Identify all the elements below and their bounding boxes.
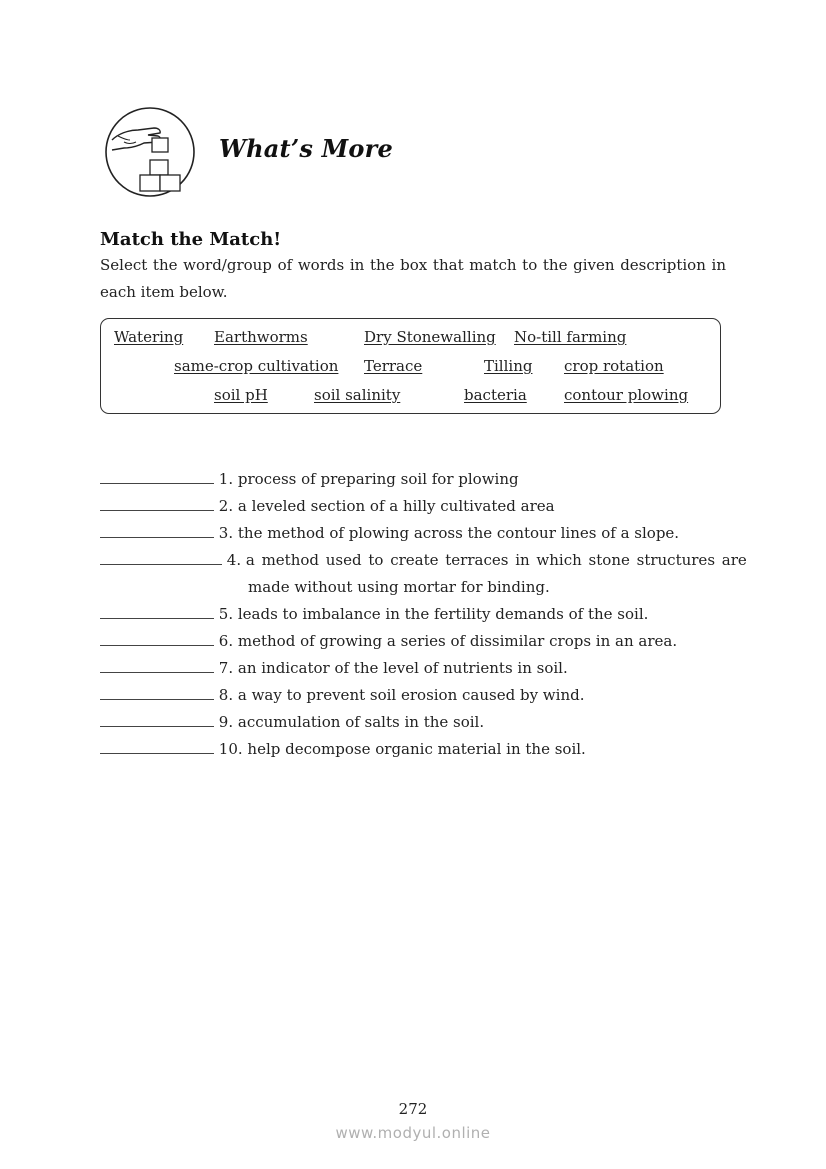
item-text: leads to imbalance in the fertility demands of the soil. [237, 605, 649, 623]
list-item [100, 709, 484, 736]
word-terrace: Terrace [364, 357, 423, 375]
activity-instructions: Select the word/group of words in the box that match to the given description in each item below. [100, 256, 726, 301]
list-item [100, 682, 584, 709]
item-text: a way to prevent soil erosion caused by wind. [237, 686, 585, 704]
answer-blank[interactable] [100, 522, 214, 538]
list-item [100, 547, 747, 574]
list-item [100, 736, 586, 763]
item-number: 4. [226, 551, 242, 569]
answer-blank[interactable] [100, 468, 214, 484]
item-number: 3. [218, 524, 234, 542]
answer-blank[interactable] [100, 630, 214, 646]
item-number: 6. [218, 632, 234, 650]
word-same-crop-cultivation: same-crop cultivation [174, 357, 339, 375]
answer-blank[interactable] [100, 738, 214, 754]
word-bacteria: bacteria [464, 386, 527, 404]
item-number: 5. [218, 605, 234, 623]
word-soil-ph: soil pH [214, 386, 268, 404]
word-no-till-farming: No-till farming [514, 328, 627, 346]
word-dry-stonewalling: Dry Stonewalling [364, 328, 496, 346]
answer-blank[interactable] [100, 549, 222, 565]
page-number: 272 [398, 1100, 428, 1118]
item-text: accumulation of salts in the soil. [237, 713, 485, 731]
list-item [100, 520, 679, 547]
answer-blank[interactable] [100, 711, 214, 727]
word-contour-plowing: contour plowing [564, 386, 689, 404]
watermark: www.modyul.online [335, 1124, 491, 1142]
activity-heading: Match the Match! [100, 229, 282, 250]
answer-blank[interactable] [100, 495, 214, 511]
item-text: method of growing a series of dissimilar crops in an area. [237, 632, 678, 650]
item-text: a leveled section of a hilly cultivated area [237, 497, 555, 515]
item-text: process of preparing soil for plowing [237, 470, 519, 488]
hand-stacking-blocks-icon [104, 106, 196, 198]
word-crop-rotation: crop rotation [564, 357, 664, 375]
item-number: 10. [218, 740, 243, 758]
word-earthworms: Earthworms [214, 328, 308, 346]
item-number: 7. [218, 659, 234, 677]
item-number: 8. [218, 686, 234, 704]
item-number: 1. [218, 470, 234, 488]
list-item [100, 655, 568, 682]
list-item [100, 493, 555, 520]
item-number: 2. [218, 497, 234, 515]
answer-blank[interactable] [100, 603, 214, 619]
page-title: What’s More [219, 134, 393, 163]
item-text-continuation: made without using mortar for binding. [248, 578, 550, 596]
item-text: the method of plowing across the contour lines of a slope. [237, 524, 680, 542]
item-text: an indicator of the level of nutrients in soil. [237, 659, 568, 677]
word-soil-salinity: soil salinity [314, 386, 401, 404]
item-text: a method used to create terraces in which stone structures are [245, 551, 747, 569]
section-icon [104, 106, 196, 198]
list-item [100, 628, 677, 655]
word-watering: Watering [114, 328, 184, 346]
answer-blank[interactable] [100, 684, 214, 700]
list-item [100, 601, 648, 628]
word-tilling: Tilling [484, 357, 533, 375]
item-number: 9. [218, 713, 234, 731]
list-item [100, 466, 519, 493]
answer-blank[interactable] [100, 657, 214, 673]
item-text: help decompose organic material in the soil. [247, 740, 586, 758]
